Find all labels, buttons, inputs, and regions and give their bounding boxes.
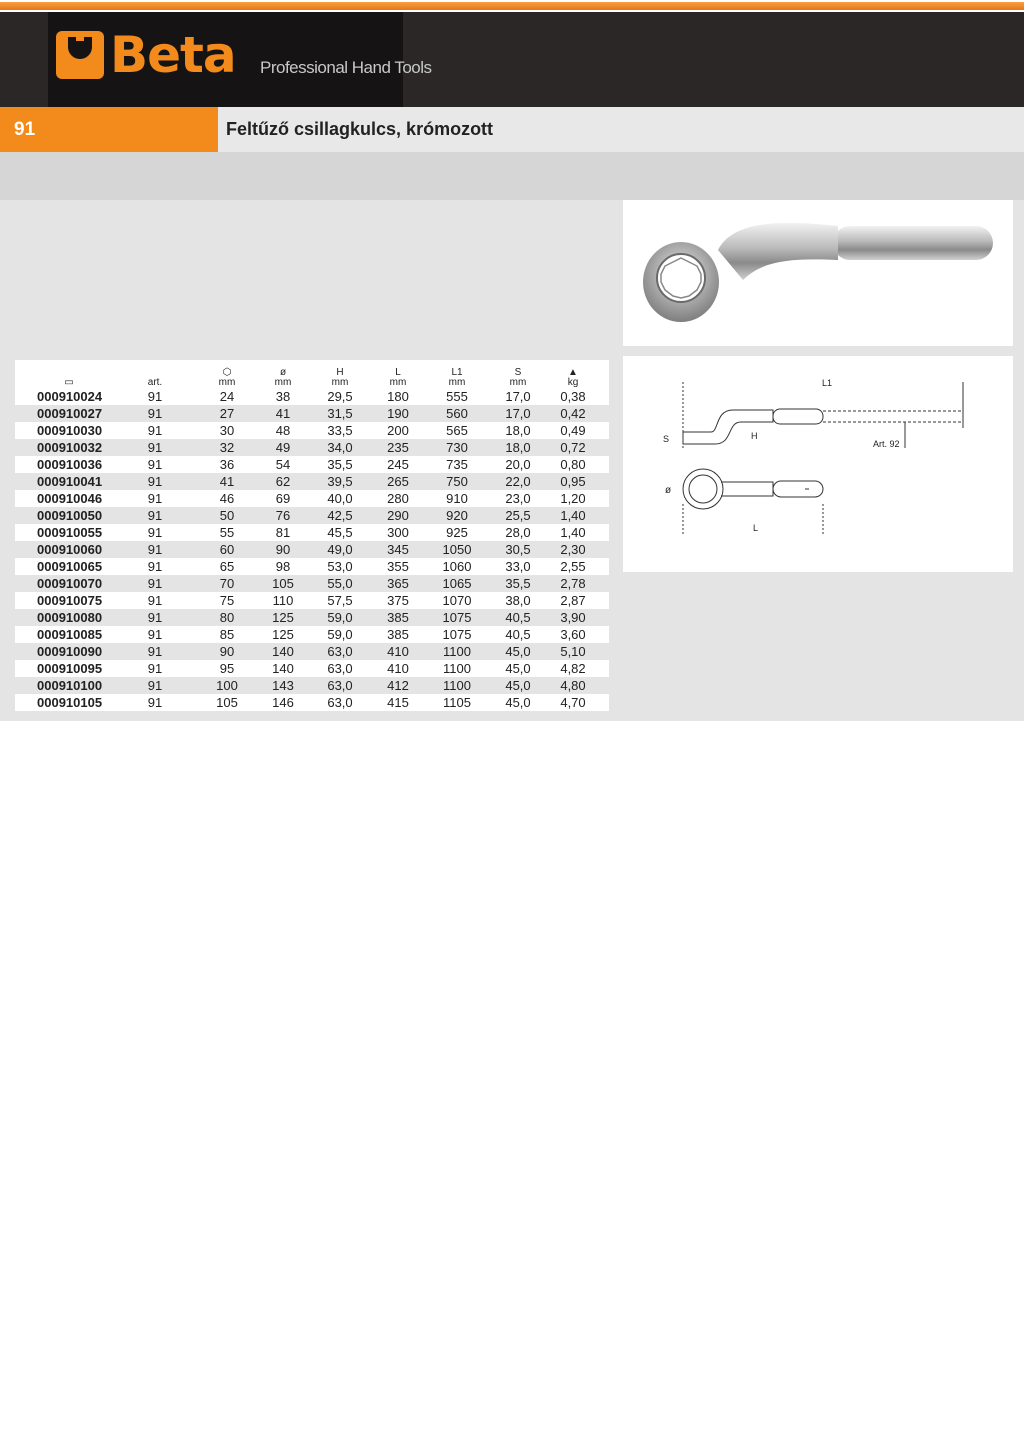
technical-drawing-panel — [623, 356, 1013, 572]
table-cell: 105 — [267, 575, 299, 592]
article-code-cell: 000910055 — [15, 524, 123, 541]
table-cell: 245 — [381, 456, 415, 473]
table-row — [15, 592, 609, 609]
table-cell: 55 — [187, 524, 267, 541]
table-cell: 59,0 — [299, 609, 381, 626]
table-cell: 35,5 — [499, 575, 537, 592]
label-l: L — [753, 523, 759, 533]
table-cell: 91 — [123, 575, 187, 592]
table-cell: 39,5 — [299, 473, 381, 490]
column-unit: kg — [567, 377, 579, 388]
table-cell: 1100 — [415, 643, 499, 660]
table-row — [15, 507, 609, 524]
table-cell: 140 — [267, 643, 299, 660]
table-cell: 2,87 — [537, 592, 609, 609]
label-diameter: ø — [665, 485, 672, 496]
table-cell: 300 — [381, 524, 415, 541]
article-code-cell: 000910085 — [15, 626, 123, 643]
column-unit: mm — [218, 377, 236, 388]
article-code-cell: 000910100 — [15, 677, 123, 694]
table-cell: 54 — [267, 456, 299, 473]
table-cell: 0,95 — [537, 473, 609, 490]
table-cell: 290 — [381, 507, 415, 524]
table-cell: 63,0 — [299, 660, 381, 677]
article-code-cell: 000910032 — [15, 439, 123, 456]
table-cell: 4,80 — [537, 677, 609, 694]
table-cell: 1065 — [415, 575, 499, 592]
table-cell: 125 — [267, 626, 299, 643]
table-row — [15, 575, 609, 592]
table-cell: 60 — [187, 541, 267, 558]
table-cell: 385 — [381, 626, 415, 643]
table-cell: 25,5 — [499, 507, 537, 524]
column-symbol: L1 — [451, 367, 463, 378]
label-art: Art. 92 — [873, 439, 900, 449]
table-cell: 65 — [187, 558, 267, 575]
header-row — [15, 360, 609, 388]
column-symbol: ø — [279, 367, 287, 378]
table-cell: 3,90 — [537, 609, 609, 626]
table-cell: 0,72 — [537, 439, 609, 456]
table-cell: 560 — [415, 405, 499, 422]
table-cell: 98 — [267, 558, 299, 575]
brand-logo — [56, 20, 236, 90]
table-cell: 125 — [267, 609, 299, 626]
table-cell: 1105 — [415, 694, 499, 711]
table-cell: 143 — [267, 677, 299, 694]
table-cell: 91 — [123, 609, 187, 626]
table-cell: 91 — [123, 490, 187, 507]
column-unit: mm — [389, 377, 407, 388]
table-cell: 91 — [123, 456, 187, 473]
table-cell: 1075 — [415, 626, 499, 643]
table-cell: 345 — [381, 541, 415, 558]
column-header — [267, 360, 299, 388]
table-row — [15, 439, 609, 456]
column-symbol: S — [514, 367, 522, 378]
article-code-cell: 000910046 — [15, 490, 123, 507]
column-header — [187, 360, 267, 388]
table-cell: 24 — [187, 388, 267, 405]
table-cell: 29,5 — [299, 388, 381, 405]
table-cell: 4,82 — [537, 660, 609, 677]
table-cell: 412 — [381, 677, 415, 694]
table-cell: 4,70 — [537, 694, 609, 711]
table-cell: 50 — [187, 507, 267, 524]
table-cell: 0,42 — [537, 405, 609, 422]
table-cell: 140 — [267, 660, 299, 677]
table-row — [15, 422, 609, 439]
table-cell: 355 — [381, 558, 415, 575]
column-unit: mm — [274, 377, 292, 388]
description-band — [0, 152, 1024, 200]
table-cell: 36 — [187, 456, 267, 473]
table-cell: 1,40 — [537, 507, 609, 524]
table-cell: 23,0 — [499, 490, 537, 507]
table-cell: 100 — [187, 677, 267, 694]
table-row — [15, 677, 609, 694]
column-symbol: H — [336, 367, 344, 378]
column-header — [499, 360, 537, 388]
label-s: S — [663, 434, 670, 444]
table-cell: 31,5 — [299, 405, 381, 422]
article-code-cell: 000910105 — [15, 694, 123, 711]
table-row — [15, 473, 609, 490]
table-cell: 365 — [381, 575, 415, 592]
table-cell: 91 — [123, 405, 187, 422]
table-cell: 33,5 — [299, 422, 381, 439]
column-unit: mm — [509, 377, 527, 388]
column-header — [537, 360, 609, 388]
table-cell: 49 — [267, 439, 299, 456]
table-cell: 42,5 — [299, 507, 381, 524]
table-row — [15, 541, 609, 558]
table-row — [15, 626, 609, 643]
article-code-cell: 000910036 — [15, 456, 123, 473]
table-cell: 925 — [415, 524, 499, 541]
table-cell: 49,0 — [299, 541, 381, 558]
table-cell: 63,0 — [299, 677, 381, 694]
table-cell: 235 — [381, 439, 415, 456]
table-cell: 17,0 — [499, 388, 537, 405]
label-h: H — [751, 431, 758, 441]
article-code-cell: 000910024 — [15, 388, 123, 405]
table-cell: 28,0 — [499, 524, 537, 541]
table-row — [15, 388, 609, 405]
article-code-cell: 000910050 — [15, 507, 123, 524]
table-cell: 730 — [415, 439, 499, 456]
table-cell: 30,5 — [499, 541, 537, 558]
table-cell: 81 — [267, 524, 299, 541]
table-cell: 76 — [267, 507, 299, 524]
table-cell: 57,5 — [299, 592, 381, 609]
article-code-cell: 000910065 — [15, 558, 123, 575]
table-cell: 53,0 — [299, 558, 381, 575]
table-cell: 35,5 — [299, 456, 381, 473]
table-cell: 91 — [123, 592, 187, 609]
table-cell: 180 — [381, 388, 415, 405]
table-cell: 410 — [381, 660, 415, 677]
table-cell: 55,0 — [299, 575, 381, 592]
table-cell: 90 — [187, 643, 267, 660]
column-unit: art. — [147, 377, 163, 388]
table-cell: 63,0 — [299, 643, 381, 660]
nut-icon: ⬡ — [222, 367, 232, 378]
table-cell: 40,5 — [499, 609, 537, 626]
column-header — [15, 360, 123, 388]
table-cell: 91 — [123, 388, 187, 405]
column-header — [299, 360, 381, 388]
table-cell: 48 — [267, 422, 299, 439]
table-cell: 40,0 — [299, 490, 381, 507]
spec-table — [15, 360, 609, 711]
table-cell: 45,0 — [499, 660, 537, 677]
table-row — [15, 524, 609, 541]
table-cell: 18,0 — [499, 422, 537, 439]
table-cell: 0,38 — [537, 388, 609, 405]
table-cell: 45,5 — [299, 524, 381, 541]
table-cell: 1050 — [415, 541, 499, 558]
table-row — [15, 660, 609, 677]
table-cell: 265 — [381, 473, 415, 490]
table-cell: 45,0 — [499, 643, 537, 660]
article-code-cell: 000910030 — [15, 422, 123, 439]
table-cell: 0,49 — [537, 422, 609, 439]
table-row — [15, 490, 609, 507]
table-cell: 38 — [267, 388, 299, 405]
table-cell: 385 — [381, 609, 415, 626]
table-cell: 1070 — [415, 592, 499, 609]
table-cell: 910 — [415, 490, 499, 507]
table-cell: 200 — [381, 422, 415, 439]
table-cell: 415 — [381, 694, 415, 711]
table-cell: 91 — [123, 473, 187, 490]
table-cell: 91 — [123, 507, 187, 524]
table-cell: 18,0 — [499, 439, 537, 456]
table-cell: 735 — [415, 456, 499, 473]
table-cell: 45,0 — [499, 694, 537, 711]
table-cell: 91 — [123, 422, 187, 439]
table-cell: 20,0 — [499, 456, 537, 473]
table-cell: 1,20 — [537, 490, 609, 507]
table-row — [15, 609, 609, 626]
brand-name: Beta — [110, 26, 236, 84]
table-row — [15, 694, 609, 711]
table-cell: 920 — [415, 507, 499, 524]
table-cell: 41 — [187, 473, 267, 490]
article-code-cell: 000910060 — [15, 541, 123, 558]
table-cell: 45,0 — [499, 677, 537, 694]
article-code-cell: 000910075 — [15, 592, 123, 609]
table-cell: 63,0 — [299, 694, 381, 711]
table-cell: 146 — [267, 694, 299, 711]
table-cell: 555 — [415, 388, 499, 405]
product-title: Feltűző csillagkulcs, krómozott — [226, 119, 494, 139]
column-header — [123, 360, 187, 388]
table-cell: 750 — [415, 473, 499, 490]
table-cell: 34,0 — [299, 439, 381, 456]
table-cell: 30 — [187, 422, 267, 439]
table-cell: 91 — [123, 677, 187, 694]
table-cell: 85 — [187, 626, 267, 643]
table-cell: 91 — [123, 541, 187, 558]
table-cell: 27 — [187, 405, 267, 422]
table-cell: 38,0 — [499, 592, 537, 609]
table-cell: 105 — [187, 694, 267, 711]
table-row — [15, 456, 609, 473]
article-code-cell: 000910041 — [15, 473, 123, 490]
table-cell: 280 — [381, 490, 415, 507]
table-cell: 1100 — [415, 677, 499, 694]
table-row — [15, 405, 609, 422]
table-cell: 91 — [123, 439, 187, 456]
table-cell: 95 — [187, 660, 267, 677]
table-cell: 32 — [187, 439, 267, 456]
table-cell: 75 — [187, 592, 267, 609]
table-cell: 33,0 — [499, 558, 537, 575]
table-cell: 1100 — [415, 660, 499, 677]
table-cell: 1060 — [415, 558, 499, 575]
table-cell: 565 — [415, 422, 499, 439]
column-header — [415, 360, 499, 388]
table-cell: 190 — [381, 405, 415, 422]
table-cell: 41 — [267, 405, 299, 422]
table-cell: 1,40 — [537, 524, 609, 541]
table-cell: 17,0 — [499, 405, 537, 422]
table-cell: 91 — [123, 626, 187, 643]
table-cell: 5,10 — [537, 643, 609, 660]
article-code-cell: 000910095 — [15, 660, 123, 677]
table-cell: 62 — [267, 473, 299, 490]
table-header — [15, 360, 609, 388]
table-cell: 70 — [187, 575, 267, 592]
table-cell: 40,5 — [499, 626, 537, 643]
article-code-cell: 000910027 — [15, 405, 123, 422]
orange-rule — [0, 2, 1024, 10]
table-cell: 46 — [187, 490, 267, 507]
article-code-cell: 000910080 — [15, 609, 123, 626]
table-cell: 90 — [267, 541, 299, 558]
table-cell: 80 — [187, 609, 267, 626]
table-cell: 91 — [123, 524, 187, 541]
table-cell: 110 — [267, 592, 299, 609]
wrench-logo-icon — [56, 31, 104, 79]
article-code-cell: 000910070 — [15, 575, 123, 592]
table-cell: 375 — [381, 592, 415, 609]
catalog-icon: ▭ — [64, 377, 74, 388]
article-code-cell: 000910090 — [15, 643, 123, 660]
table-cell: 3,60 — [537, 626, 609, 643]
column-symbol: L — [395, 367, 401, 378]
table-row — [15, 558, 609, 575]
table-body — [15, 388, 609, 711]
column-header — [381, 360, 415, 388]
column-unit: mm — [331, 377, 349, 388]
table-cell: 2,78 — [537, 575, 609, 592]
table-cell: 91 — [123, 643, 187, 660]
product-photo-panel — [623, 200, 1013, 346]
column-unit: mm — [448, 377, 466, 388]
product-code: 91 — [0, 107, 218, 152]
bent-ring-wrench-photo — [623, 200, 1013, 346]
weight-icon: ▲ — [568, 367, 578, 378]
table-row — [15, 643, 609, 660]
table-cell: 2,55 — [537, 558, 609, 575]
dimension-drawing — [623, 356, 1013, 572]
table-cell: 410 — [381, 643, 415, 660]
table-cell: 1075 — [415, 609, 499, 626]
brand-tagline: Professional Hand Tools — [260, 58, 432, 77]
table-cell: 22,0 — [499, 473, 537, 490]
table-cell: 91 — [123, 660, 187, 677]
table-cell: 2,30 — [537, 541, 609, 558]
table-cell: 91 — [123, 694, 187, 711]
table-cell: 59,0 — [299, 626, 381, 643]
table-cell: 91 — [123, 558, 187, 575]
table-cell: 69 — [267, 490, 299, 507]
table-cell: 0,80 — [537, 456, 609, 473]
label-l1: L1 — [822, 378, 833, 388]
